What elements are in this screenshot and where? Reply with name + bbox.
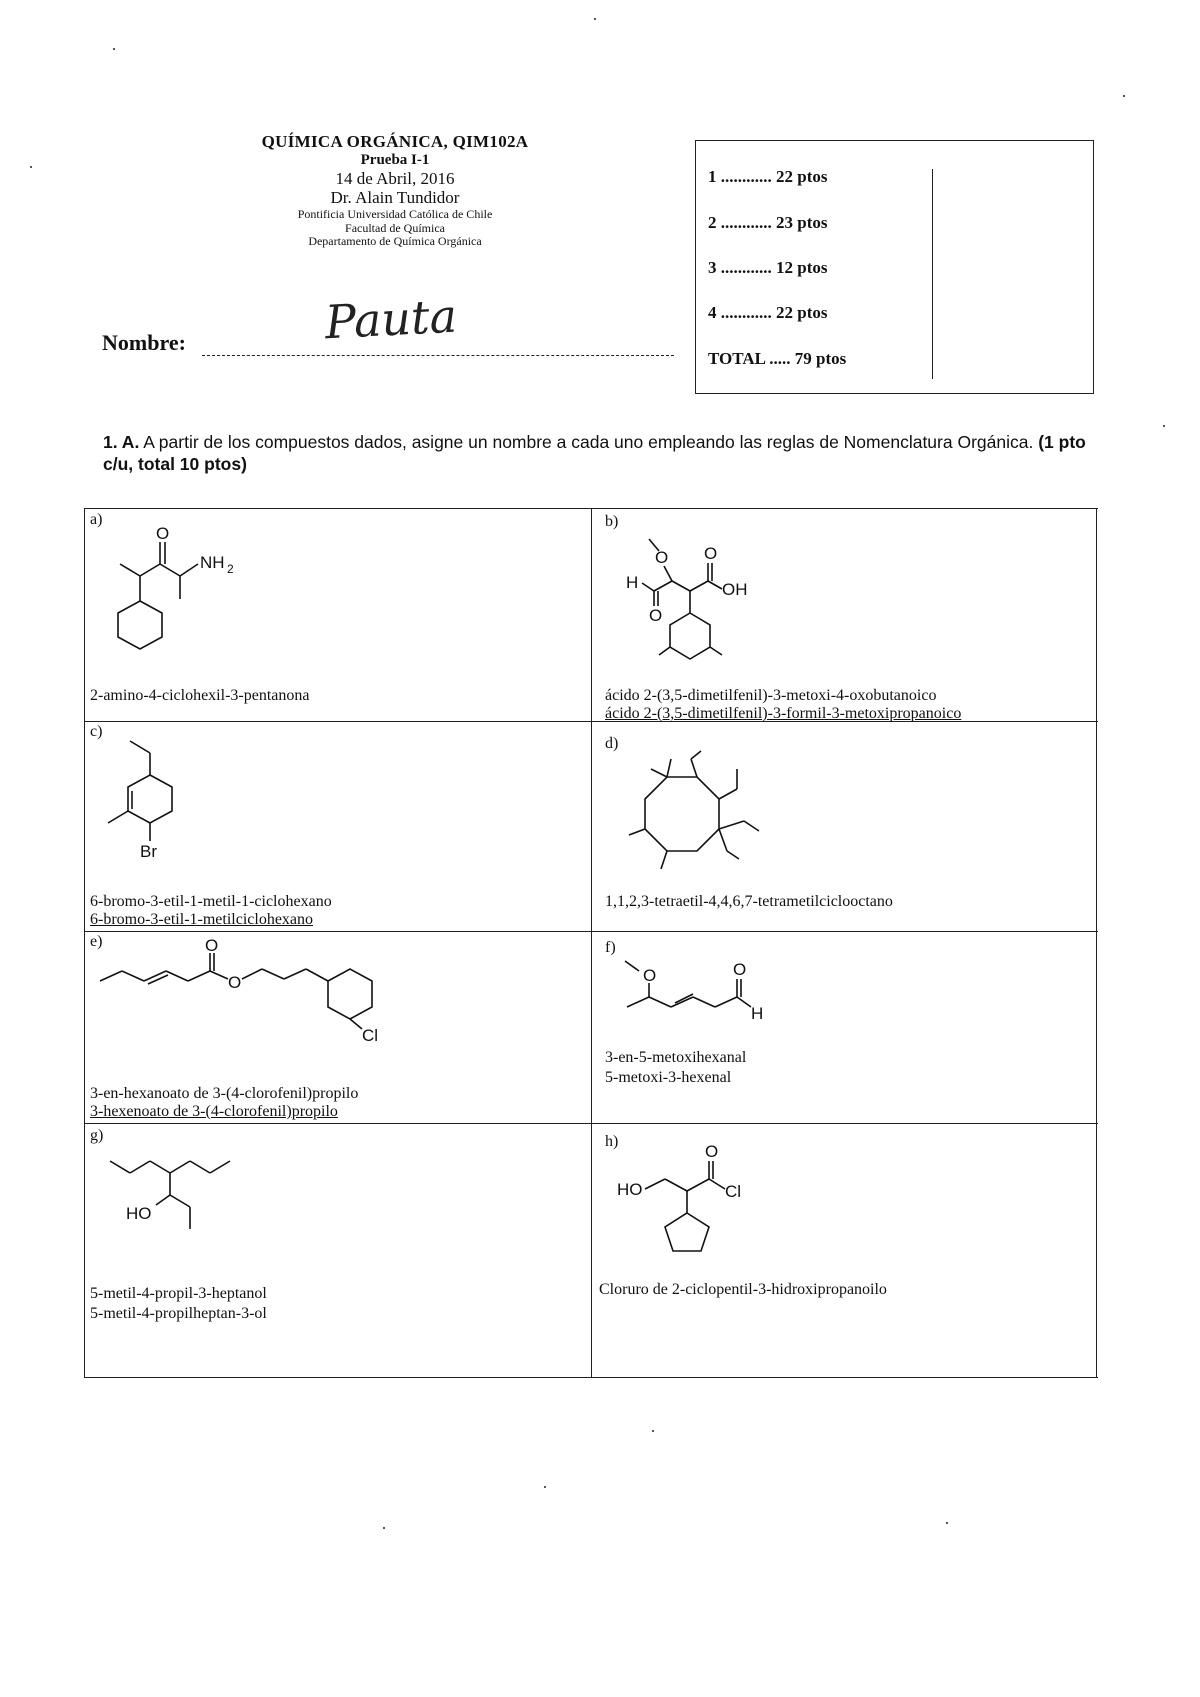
scan-speck [30,166,32,168]
item-c-label: c) [90,723,103,740]
score-row: 1 ............ 22 ptos [708,167,828,186]
course-title: QUÍMICA ORGÁNICA, QIM102A [261,132,529,151]
item-b-label: b) [605,513,619,530]
scan-speck [1123,95,1125,97]
structure-e [100,936,430,1071]
svg-text:O: O [704,544,718,563]
structure-h [605,1142,805,1279]
svg-text:O: O [655,548,669,567]
svg-text:HO: HO [617,1180,643,1199]
structure-b [604,531,804,681]
structure-f [605,953,805,1043]
structure-g [100,1149,280,1259]
svg-text:Cl: Cl [725,1182,742,1201]
item-f-answer: 3-en-5-metoxihexanal [605,1049,747,1066]
svg-text:NH: NH [200,553,225,572]
scan-speck [113,48,115,50]
item-a-label: a) [90,511,103,528]
svg-text:O: O [643,966,657,985]
item-g-alt-answer: 5-metil-4-propilheptan-3-ol [90,1305,267,1322]
compounds-grid [84,508,1098,1378]
item-g-answer: 5-metil-4-propil-3-heptanol [90,1285,267,1302]
question-number: 1. A. [103,432,140,452]
svg-text:O: O [733,960,747,979]
item-b-alt-answer: ácido 2-(3,5-dimetilfenil)-3-formil-3-metoxipropanoico [605,705,962,722]
scan-speck [946,1522,948,1524]
svg-text:O: O [156,524,170,543]
grid-row-divider [84,1123,1098,1124]
item-f-alt-answer: 5-metoxi-3-hexenal [605,1069,732,1086]
item-c-answer: 6-bromo-3-etil-1-metil-1-ciclohexano [90,893,332,910]
grid-left-border [84,509,85,1377]
grid-right-border [1096,509,1097,1377]
scan-speck [1163,425,1165,427]
exam-header [240,132,550,249]
professor-name: Dr. Alain Tundidor [330,188,460,208]
item-e-label: e) [90,933,103,950]
test-title: Prueba I-1 [360,151,430,168]
svg-text:O: O [205,936,219,955]
score-box-divider [932,169,933,379]
item-e-alt-answer: 3-hexenoato de 3-(4-clorofenil)propilo [90,1103,338,1120]
item-c-alt-answer: 6-bromo-3-etil-1-metilciclohexano [90,911,314,928]
svg-text:2: 2 [227,562,234,576]
item-h-answer: Cloruro de 2-ciclopentil-3-hidroxipropanoilo [599,1281,887,1298]
score-row: 2 ............ 23 ptos [708,213,828,232]
item-b-answer: ácido 2-(3,5-dimetilfenil)-3-metoxi-4-oxobutanoico [605,687,937,704]
question-text: A partir de los compuestos dados, asigne un nombre a cada uno empleando las reglas de Nomenclatura Orgánica. [143,432,1034,452]
department-name: Departamento de Química Orgánica [308,234,482,249]
handwritten-signature: Pauta [323,288,459,350]
grid-center-divider [591,509,592,1377]
svg-text:O: O [705,1142,719,1161]
svg-text:H: H [751,1004,764,1023]
svg-text:O: O [228,973,242,992]
svg-text:H: H [626,573,639,592]
svg-text:Br: Br [140,842,157,861]
structure-a [100,524,280,679]
faculty-name: Facultad de Química [345,220,445,235]
score-row: 4 ............ 22 ptos [708,303,828,322]
question-points: (1 pto c/u, total 10 ptos) [103,432,1086,474]
svg-text:Cl: Cl [362,1026,379,1045]
item-f-label: f) [605,939,616,956]
item-a-answer: 2-amino-4-ciclohexil-3-pentanona [90,687,310,704]
item-h-label: h) [605,1133,619,1150]
question-1a [103,432,1106,476]
score-row: 3 ............ 12 ptos [708,258,828,277]
item-e-answer: 3-en-hexanoato de 3-(4-clorofenil)propilo [90,1085,359,1102]
score-row-total: TOTAL ..... 79 ptos [708,349,847,368]
item-d-answer: 1,1,2,3-tetraetil-4,4,6,7-tetrametilciclooctano [605,893,893,910]
structure-d [609,749,789,899]
scan-speck [594,18,596,20]
score-box [695,140,1094,394]
item-d-label: d) [605,735,619,752]
item-g-label: g) [90,1127,104,1144]
name-label: Nombre: [102,330,186,355]
grid-row-divider [84,931,1098,932]
scan-speck [652,1430,654,1432]
scan-speck [383,1527,385,1529]
scan-speck [544,1486,546,1488]
svg-text:OH: OH [722,580,748,599]
university-name: Pontificia Universidad Católica de Chile [297,206,493,221]
svg-text:O: O [649,606,663,625]
svg-text:HO: HO [126,1204,152,1223]
exam-date: 14 de Abril, 2016 [335,168,455,188]
name-line [202,355,674,356]
structure-c [100,731,240,881]
